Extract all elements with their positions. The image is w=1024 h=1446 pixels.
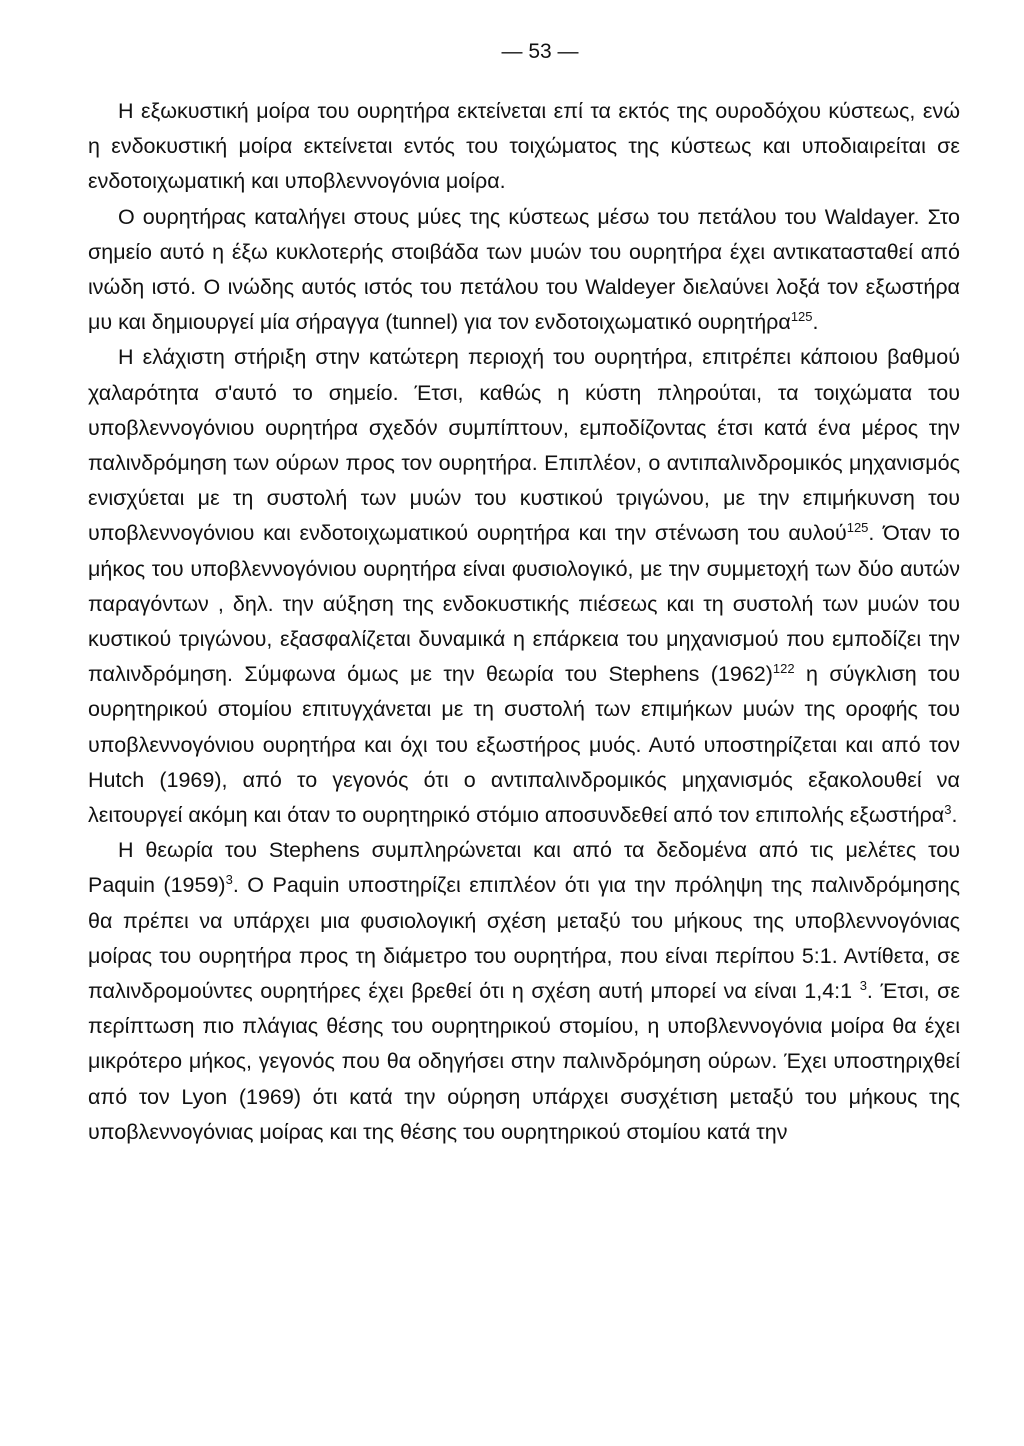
citation-superscript: 125	[846, 520, 869, 536]
citation-superscript: 3	[944, 801, 952, 817]
document-page	[88, 40, 960, 1150]
paragraph-text: Ο ουρητήρας καταλήγει στους μύες της κύστεως μέσω του πετάλου του Waldayer. Στο σημείο αυτό η έξω κυκλοτερής στοιβάδα των μυών του ουρητήρα έχει αντικατασταθεί από ινώδη ιστό. Ο ινώδης αυτός ιστός του πετάλου του Waldeyer διελαύνει λοξά τον εξωστήρα μυ και δημιουργεί μία σήραγγα (tunnel) για τον ενδοτοιχωματικό ουρητήρα	[88, 204, 960, 335]
page-number: — 53 —	[501, 40, 579, 63]
paragraph-text: Η θεωρία του Stephens συμπληρώνεται και από τα δεδομένα από τις μελέτες του Paquin (1959)	[88, 838, 960, 898]
paragraph-text: .	[951, 803, 958, 828]
paragraph-3	[88, 340, 960, 833]
paragraph-1	[88, 94, 960, 200]
citation-superscript: 125	[790, 309, 813, 325]
paragraph-4	[88, 833, 960, 1150]
paragraph-text: . Έτσι, σε περίπτωση πιο πλάγιας θέσης του ουρητηρικού στομίου, η υποβλεννογόνια μοίρα θα έχει μικρότερο μήκος, γεγονός που θα οδηγήσει στην παλινδρόμηση ούρων. Έχει υποστηριχθεί από τον Lyon (1969) ότι κατά την ούρηση υπάρχει συσχέτιση μεταξύ του μήκους της υποβλεννογόνιας μοίρας και της θέσης του ουρητηρικού στομίου κατά την	[88, 979, 960, 1144]
paragraph-2	[88, 200, 960, 341]
paragraph-text: Η εξωκυστική μοίρα του ουρητήρα εκτείνεται επί τα εκτός της ουροδόχου κύστεως, ενώ η ενδοκυστική μοίρα εκτείνεται εντός του τοιχώματος της κύστεως και υποδιαιρείται σε ενδοτοιχωματική και υποβλεννογόνια μοίρα.	[88, 99, 960, 194]
citation-superscript: 122	[772, 661, 795, 677]
paragraph-text: .	[812, 310, 819, 335]
citation-superscript: 3	[859, 977, 867, 993]
paragraph-text: Η ελάχιστη στήριξη στην κατώτερη περιοχή του ουρητήρα, επιτρέπει κάποιου βαθμού χαλαρότητα σ'αυτό το σημείο. Έτσι, καθώς η κύστη πληρούται, τα τοιχώματα του υποβλεννογόνιου ουρητήρα σχεδόν συμπίπτουν, εμποδίζοντας έτσι κατά ένα μέρος την παλινδρόμηση των ούρων προς τον ουρητήρα. Επιπλέον, ο αντιπαλινδρομικός μηχανισμός ενισχύεται με τη συστολή των μυών του κυστικού τριγώνου, με την επιμήκυνση του υποβλεννογόνιου και ενδοτοιχωματικού ουρητήρα και την στένωση του αυλού	[88, 345, 960, 546]
paragraph-text: . Όταν το μήκος του υποβλεννογόνιου ουρητήρα είναι φυσιολογικό, με την συμμετοχή των δύο αυτών παραγόντων , δηλ. την αύξηση της ενδοκυστικής πιέσεως και τη συστολή των μυών του κυστικού τριγώνου, εξασφαλίζεται δυναμικά η επάρκεια του μηχανισμού που εμποδίζει την παλινδρόμηση. Σύμφωνα όμως με την θεωρία του Stephens (1962)	[88, 521, 960, 687]
paragraph-text: η σύγκλιση του ουρητηρικού στομίου επιτυγχάνεται με τη συστολή των επιμήκων μυών της οροφής του υποβλεννογόνιου ουρητήρα και όχι του εξωστήρος μυός. Αυτό υποστηρίζεται και από τον Hutch (1969), από το γεγονός ότι ο αντιπαλινδρομικός μηχανισμός εξακολουθεί να λειτουργεί ακόμη και όταν το ουρητηρικό στόμιο αποσυνδεθεί από τον επιπολής εξωστήρα	[88, 662, 961, 828]
citation-superscript: 3	[225, 872, 233, 888]
paragraph-text: . Ο Paquin υποστηρίζει επιπλέον ότι για την πρόληψη της παλινδρόμησης θα πρέπει να υπάρχει μια φυσιολογική σχέση μεταξύ του μήκους της υποβλεννογόνιας μοίρας του ουρητήρα προς τη διάμετρο του ουρητήρα, που είναι περίπου 5:1. Αντίθετα, σε παλινδρομούντες ουρητήρες έχει βρεθεί ότι η σχέση αυτή μπορεί να είναι 1,4:1	[88, 873, 960, 1004]
